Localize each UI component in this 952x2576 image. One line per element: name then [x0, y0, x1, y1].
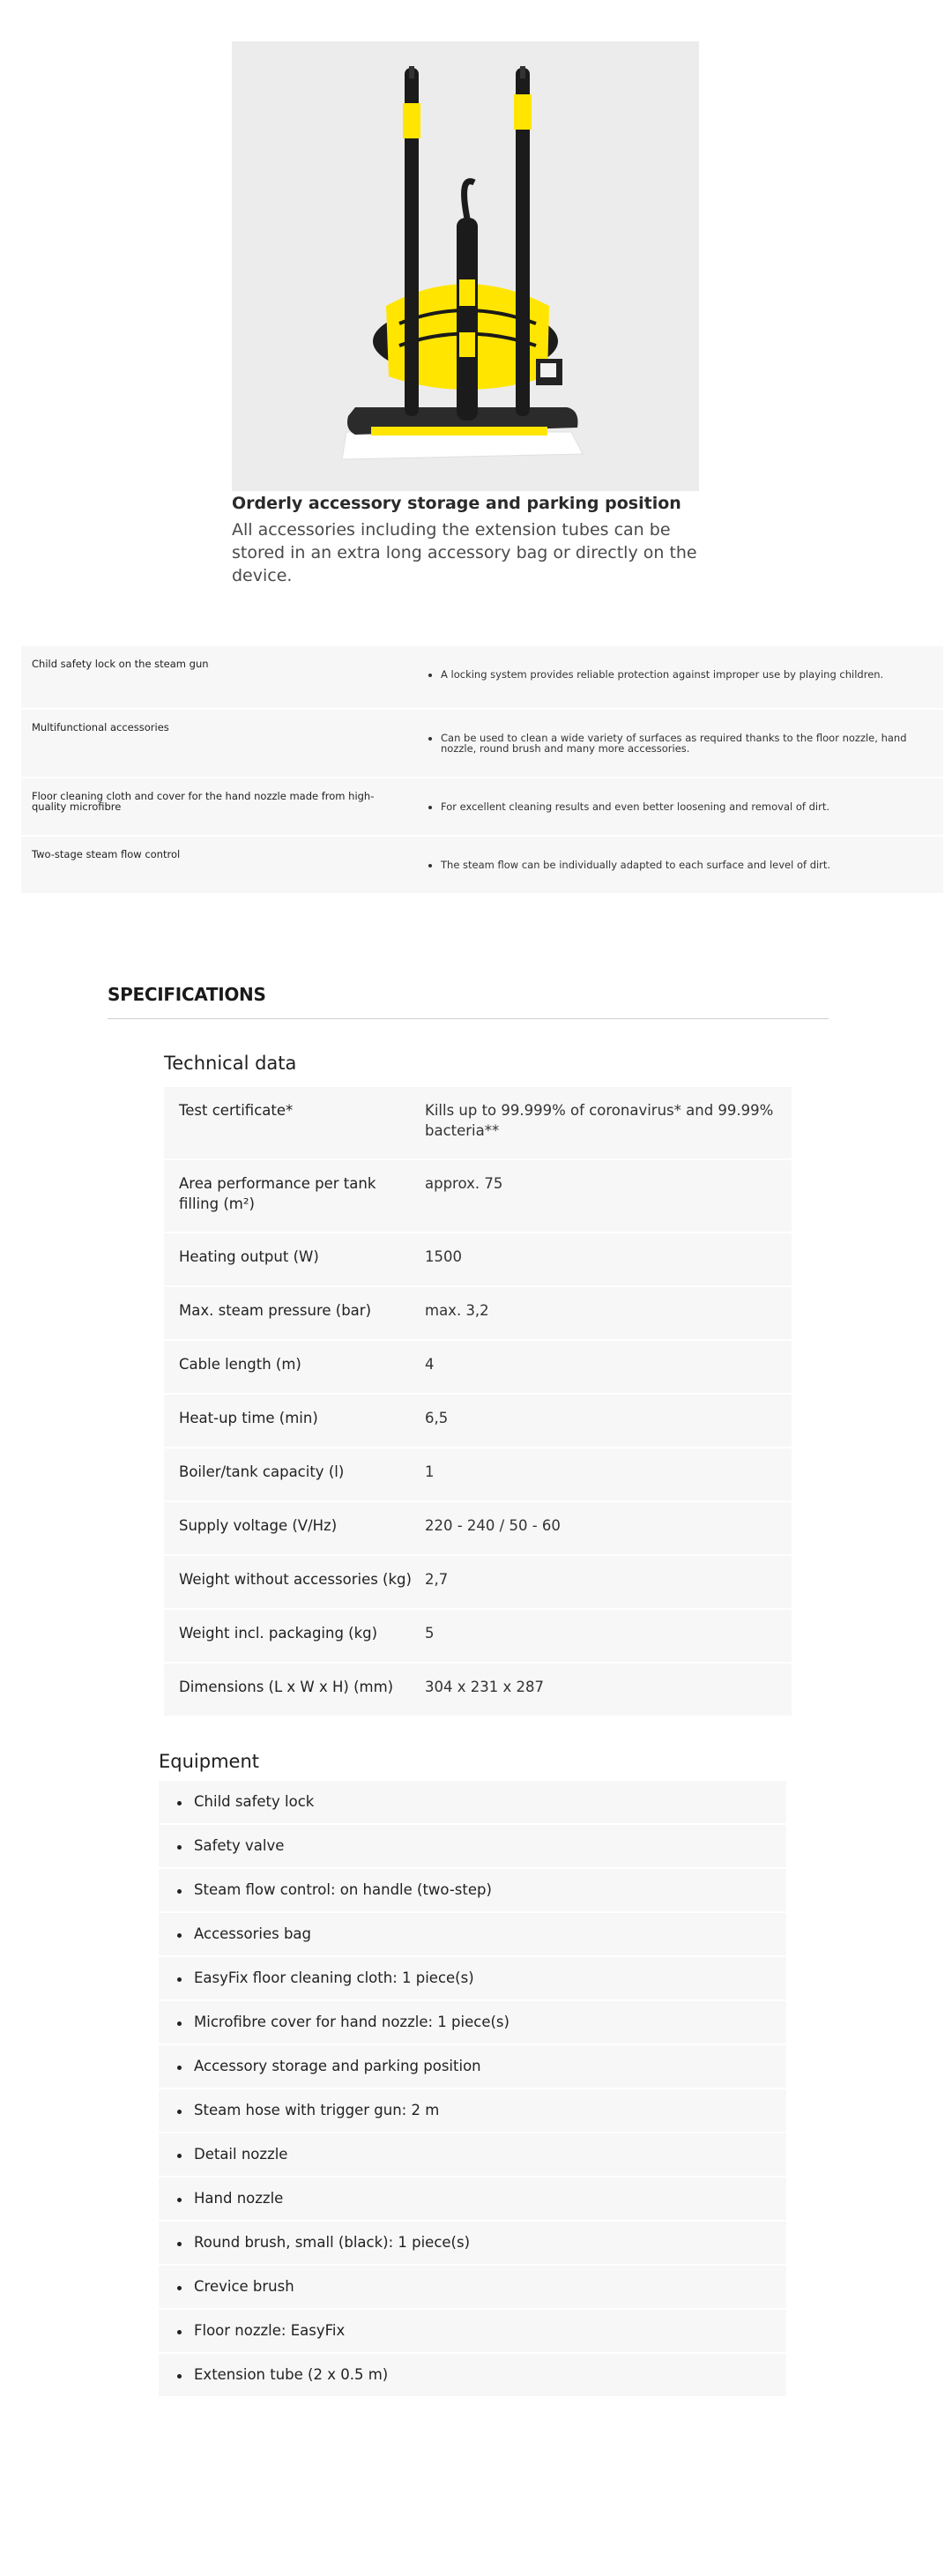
tech-row [164, 1160, 792, 1233]
feature-description [409, 646, 943, 708]
bullet-icon [177, 1801, 182, 1805]
equipment-label: Round brush, small (black): 1 piece(s) [194, 2234, 471, 2251]
tech-row [164, 1395, 792, 1448]
hero-title: Orderly accessory storage and parking position [232, 494, 681, 513]
equipment-label: Microfibre cover for hand nozzle: 1 piece(s) [194, 2014, 509, 2030]
equipment-label: Extension tube (2 x 0.5 m) [194, 2366, 389, 2383]
tech-value: approx. 75 [425, 1175, 503, 1192]
equipment-label: Crevice brush [194, 2278, 294, 2295]
bullet-icon [177, 2154, 182, 2158]
tech-row [164, 1287, 792, 1341]
equipment-label: Accessory storage and parking position [194, 2058, 481, 2074]
bullet-icon [177, 1889, 182, 1894]
tech-label: Heat-up time (min) [179, 1410, 318, 1426]
feature-name: Two-stage steam flow control [32, 848, 181, 860]
equipment-list [159, 1781, 786, 2398]
equipment-item [159, 2089, 786, 2133]
feature-row [21, 646, 943, 710]
equipment-item [159, 2266, 786, 2310]
technical-data-table [164, 1087, 792, 1717]
equipment-item [159, 1781, 786, 1825]
feature-name: Multifunctional accessories [32, 721, 169, 733]
tech-label: Dimensions (L x W x H) (mm) [179, 1679, 394, 1695]
tech-label: Max. steam pressure (bar) [179, 1302, 372, 1319]
tech-value: 4 [425, 1356, 435, 1373]
tech-label: Supply voltage (V/Hz) [179, 1517, 338, 1534]
product-image [232, 41, 699, 491]
tech-row [164, 1087, 792, 1160]
feature-bullet: • Can be used to clean a wide variety of surfaces as required thanks to the floor nozzle, hand nozzle, round brush and many more accessories. [441, 733, 933, 754]
equipment-item [159, 1957, 786, 2001]
equipment-label: Accessories bag [194, 1925, 311, 1942]
equipment-item [159, 1869, 786, 1913]
equipment-title: Equipment [159, 1751, 259, 1772]
hero-description: All accessories including the extension tubes can be stored in an extra long accessory bag or directly on the device. [232, 520, 697, 585]
bullet-icon [177, 2110, 182, 2114]
tech-row [164, 1502, 792, 1556]
feature-description [409, 778, 943, 835]
tech-value: 1500 [425, 1248, 462, 1265]
bullet-icon [177, 2330, 182, 2334]
equipment-item [159, 2001, 786, 2045]
feature-name: Floor cleaning cloth and cover for the hand nozzle made from high-quality microfibre [32, 790, 375, 813]
steam-cleaner-illustration [232, 41, 699, 491]
divider [108, 1018, 829, 1019]
features-table [21, 646, 943, 895]
equipment-label: Floor nozzle: EasyFix [194, 2322, 346, 2339]
bullet-icon [177, 2198, 182, 2202]
equipment-label: Detail nozzle [194, 2146, 288, 2163]
bullet-icon [177, 2374, 182, 2379]
feature-row [21, 837, 943, 895]
equipment-label: Safety valve [194, 1837, 285, 1854]
specifications-heading: SPECIFICATIONS [108, 984, 266, 1005]
tech-label: Test certificate* [179, 1102, 294, 1119]
bullet-icon [177, 1933, 182, 1938]
tech-value: Kills up to 99.999% of coronavirus* and 99.99% bacteria** [425, 1102, 774, 1139]
bullet-icon [177, 2021, 182, 2026]
equipment-label: Steam flow control: on handle (two-step) [194, 1881, 492, 1898]
equipment-item [159, 1825, 786, 1869]
equipment-item [159, 2045, 786, 2089]
tech-row [164, 1664, 792, 1717]
feature-bullet: • The steam flow can be individually adapted to each surface and level of dirt. [441, 860, 933, 870]
feature-row [21, 710, 943, 778]
tech-row [164, 1233, 792, 1287]
tech-value: 220 - 240 / 50 - 60 [425, 1517, 561, 1534]
equipment-item [159, 2178, 786, 2222]
feature-description [409, 710, 943, 777]
bullet-icon [177, 2066, 182, 2070]
feature-name: Child safety lock on the steam gun [32, 658, 209, 670]
equipment-item [159, 1913, 786, 1957]
bullet-icon [177, 2286, 182, 2290]
tech-label: Weight incl. packaging (kg) [179, 1625, 378, 1642]
tech-value: max. 3,2 [425, 1302, 489, 1319]
equipment-label: Hand nozzle [194, 2190, 284, 2207]
tech-label: Heating output (W) [179, 1248, 319, 1265]
technical-data-title: Technical data [164, 1053, 297, 1074]
tech-value: 304 x 231 x 287 [425, 1679, 544, 1695]
tech-row [164, 1610, 792, 1664]
equipment-item [159, 2133, 786, 2178]
feature-description [409, 837, 943, 893]
feature-row [21, 778, 943, 837]
equipment-label: EasyFix floor cleaning cloth: 1 piece(s) [194, 1969, 474, 1986]
tech-value: 2,7 [425, 1571, 449, 1588]
feature-bullet: • For excellent cleaning results and even better loosening and removal of dirt. [441, 801, 933, 812]
tech-label: Weight without accessories (kg) [179, 1571, 412, 1588]
tech-value: 1 [425, 1463, 435, 1480]
equipment-item [159, 2354, 786, 2398]
tech-label: Cable length (m) [179, 1356, 301, 1373]
tech-row [164, 1448, 792, 1502]
equipment-label: Steam hose with trigger gun: 2 m [194, 2102, 440, 2118]
equipment-label: Child safety lock [194, 1793, 315, 1810]
feature-bullet: • A locking system provides reliable protection against improper use by playing children. [441, 669, 933, 680]
tech-row [164, 1556, 792, 1610]
tech-row [164, 1341, 792, 1395]
tech-label: Area performance per tank filling (m²) [179, 1175, 376, 1212]
equipment-item [159, 2222, 786, 2266]
bullet-icon [177, 1845, 182, 1850]
bullet-icon [177, 2242, 182, 2246]
tech-value: 6,5 [425, 1410, 449, 1426]
tech-value: 5 [425, 1625, 435, 1642]
tech-label: Boiler/tank capacity (l) [179, 1463, 345, 1480]
equipment-item [159, 2310, 786, 2354]
bullet-icon [177, 1977, 182, 1982]
